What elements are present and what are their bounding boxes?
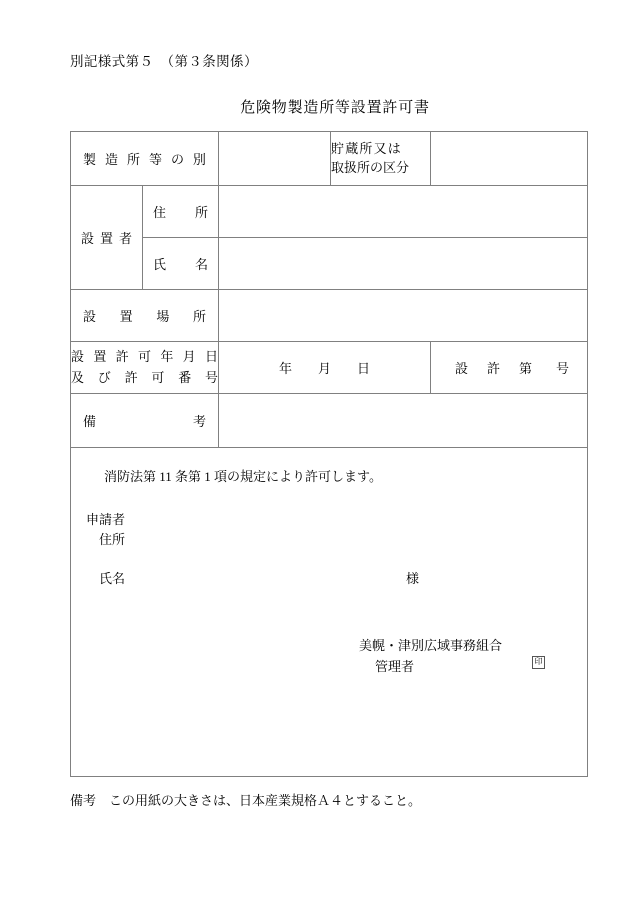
label-installer — [71, 186, 143, 290]
page-title: 危険物製造所等設置許可書 — [240, 100, 430, 116]
field-permit-date[interactable] — [219, 342, 431, 394]
label-line-1 — [71, 347, 218, 367]
label-char: 設 — [71, 349, 85, 365]
permit-number-prefix: 設 許 第 — [455, 361, 536, 376]
issuer-role-row — [359, 657, 545, 678]
label-char: 許 — [124, 369, 138, 385]
issuer-role: 管理者 — [375, 658, 415, 674]
applicant-label: 申請者 — [86, 512, 126, 527]
permit-statement: 消防法第 11 条第 1 項の規定により許可します。 — [104, 469, 382, 484]
field-installer-name[interactable] — [219, 238, 588, 290]
label-storage-handling-class — [331, 132, 431, 186]
footnote: 備考 この用紙の大きさは、日本産業規格Ａ４とすること。 — [70, 793, 422, 808]
table-row-permit-date-number — [71, 342, 588, 394]
label-char: 氏 — [153, 257, 167, 272]
label-line-1: 貯蔵所又は — [331, 140, 403, 156]
label-char: 可 — [151, 369, 165, 385]
seal-icon: 印 — [532, 656, 545, 669]
label-char: 置 — [93, 349, 107, 365]
applicant-name-label: 氏名 — [99, 571, 126, 586]
label-char: び — [97, 369, 111, 385]
label-char: 置 — [99, 231, 113, 246]
label-char: 者 — [118, 231, 132, 246]
label-char: 番 — [178, 369, 192, 385]
date-month-unit: 月 — [317, 361, 331, 376]
label-char: 備 — [83, 414, 97, 429]
label-char: 等 — [148, 152, 162, 167]
label-installer-name — [143, 238, 219, 290]
honorific-suffix: 様 — [405, 571, 419, 586]
label-line-2: 取扱所の区分 — [331, 159, 410, 175]
field-permit-number[interactable] — [431, 342, 588, 394]
label-char: 置 — [119, 309, 133, 324]
label-char: 年 — [160, 349, 174, 365]
field-installer-address[interactable] — [219, 186, 588, 238]
label-char: 所 — [194, 205, 208, 220]
table-row-installer-address — [71, 186, 588, 238]
label-char: の — [170, 152, 184, 167]
applicant-address-label: 住所 — [99, 532, 126, 548]
applicant-name-row — [99, 568, 419, 587]
label-char: 所 — [192, 309, 206, 324]
label-manufacturer-type — [71, 132, 219, 186]
table-row-manufacturer-type — [71, 132, 588, 186]
permit-form-table — [70, 131, 588, 777]
label-char: 別 — [192, 152, 206, 167]
label-char: 可 — [137, 349, 151, 365]
table-row-remarks — [71, 394, 588, 448]
date-year-unit: 年 — [278, 361, 292, 376]
label-char: 号 — [204, 369, 218, 385]
label-char: 許 — [115, 349, 129, 365]
form-number: 別記様式第５ （第３条関係） — [70, 54, 258, 69]
field-storage-handling-class[interactable] — [431, 132, 588, 186]
label-char: 及 — [71, 369, 85, 385]
label-char: 考 — [192, 414, 206, 429]
permit-body-cell — [71, 448, 588, 777]
table-row-location — [71, 290, 588, 342]
label-char: 設 — [81, 231, 95, 246]
issuer-block — [359, 636, 545, 678]
field-location[interactable] — [219, 290, 588, 342]
label-line-2 — [71, 368, 218, 388]
label-char: 設 — [83, 309, 97, 324]
applicant-block — [86, 510, 125, 550]
label-char: 造 — [104, 152, 118, 167]
label-remarks — [71, 394, 219, 448]
date-day-unit: 日 — [357, 361, 371, 376]
table-row-installer-name — [71, 238, 588, 290]
label-char: 日 — [204, 349, 218, 365]
field-remarks[interactable] — [219, 394, 588, 448]
label-char: 所 — [126, 152, 140, 167]
label-char: 製 — [83, 152, 97, 167]
table-row-body — [71, 448, 588, 777]
label-char: 月 — [182, 349, 196, 365]
issuer-organization: 美幌・津別広域事務組合 — [359, 638, 503, 653]
permit-number-suffix: 号 — [555, 361, 569, 376]
field-manufacturer-type[interactable] — [219, 132, 331, 186]
label-char: 場 — [156, 309, 170, 324]
label-installer-address — [143, 186, 219, 238]
label-permit-date-number — [71, 342, 219, 394]
label-location — [71, 290, 219, 342]
label-char: 名 — [194, 257, 208, 272]
label-char: 住 — [153, 205, 167, 220]
